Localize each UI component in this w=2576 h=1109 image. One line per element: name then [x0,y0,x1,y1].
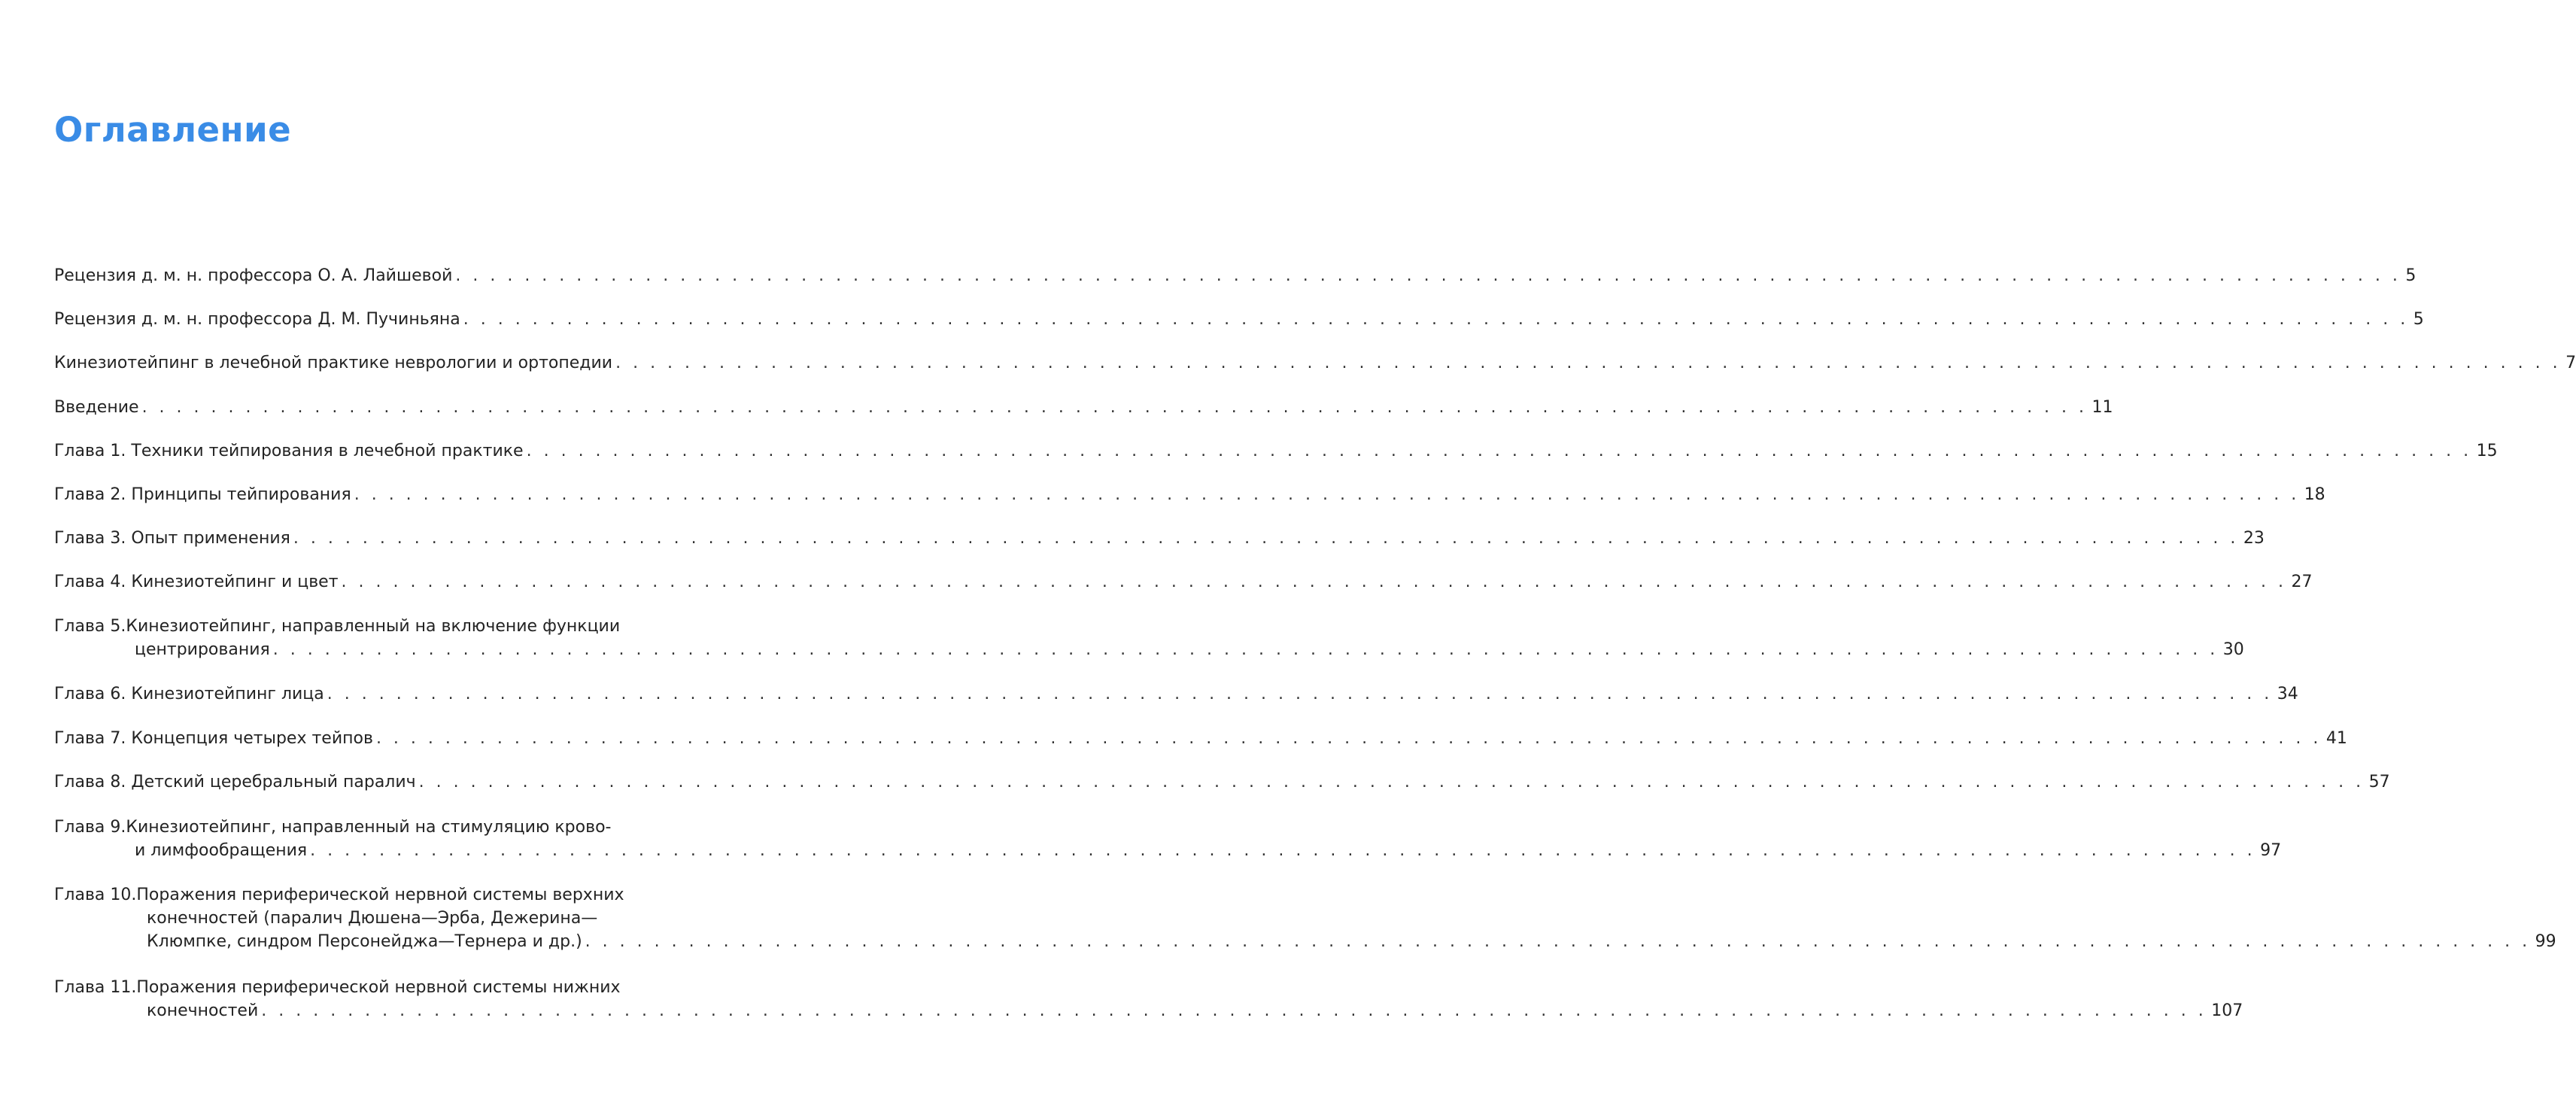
toc-entry-title-line3: Клюмпке, синдром Персонейджа—Тернера и др.) [147,932,582,951]
dot-leader [585,930,2531,953]
toc-page-number: 41 [2325,729,2347,748]
toc-page-number: 107 [2211,1001,2243,1020]
toc-entry-title: Глава 8. Детский церебральный паралич [54,773,416,791]
toc-page-number: 7 [2565,354,2576,372]
dot-leader [327,682,2273,706]
toc-entry-chapter-3[interactable] [54,527,2265,550]
toc-entry-title-line2: центрирования [135,640,270,659]
chapter-prefix: Глава 5. [54,617,126,636]
toc-entry-title-line1: Поражения периферической нервной системы верхних [136,886,624,904]
dot-leader [419,770,2365,794]
dot-leader [342,570,2287,594]
toc-entry-chapter-8[interactable] [54,770,2390,794]
toc-page-number: 97 [2260,841,2282,860]
toc-entry-chapter-5[interactable] [54,615,2244,661]
page-title: Оглавление [54,110,292,150]
toc-entry-title-line1: Кинезиотейпинг, направленный на включение функции [126,617,621,636]
toc-page-number: 57 [2368,773,2390,791]
dot-leader [261,999,2207,1022]
toc-entry-title: Глава 3. Опыт применения [54,529,290,548]
toc-entry-chapter-11[interactable] [54,976,2243,1022]
toc-page-number: 5 [2413,310,2424,329]
toc-page-number: 30 [2222,640,2244,659]
toc-entry-title: Глава 4. Кинезиотейпинг и цвет [54,573,339,591]
dot-leader [142,396,2088,419]
toc-entry-title-line2: конечностей [147,1001,259,1020]
toc-entry-title: Глава 1. Техники тейпирования в лечебной практике [54,442,524,460]
toc-entry-review-puchinyan[interactable] [54,308,2424,331]
toc-page-number: 34 [2277,685,2298,703]
toc-entry-chapter-7[interactable] [54,727,2347,750]
toc-entry-chapter-9[interactable] [54,816,2282,862]
toc-page-number: 27 [2291,573,2313,591]
toc-entry-title: Глава 2. Принципы тейпирования [54,485,351,504]
toc-entry-chapter-4[interactable] [54,570,2313,594]
toc-entry-title-line2: и лимфообращения [135,841,308,860]
dot-leader [527,439,2472,463]
dot-leader [293,527,2239,550]
dot-leader [376,727,2322,750]
toc-page-number: 23 [2243,529,2265,548]
chapter-prefix: Глава 10. [54,886,137,904]
dot-leader [615,351,2561,375]
toc-entry-chapter-1[interactable] [54,439,2498,463]
chapter-prefix: Глава 9. [54,818,126,837]
dot-leader [455,264,2401,287]
toc-entry-title: Рецензия д. м. н. профессора Д. М. Пучиньяна [54,310,460,329]
toc-page-number: 5 [2405,266,2417,285]
table-of-contents [54,0,2576,1109]
toc-entry-title: Глава 7. Концепция четырех тейпов [54,729,373,748]
toc-entry-title: Кинезиотейпинг в лечебной практике неврологии и ортопедии [54,354,613,372]
toc-entry-chapter-10[interactable] [54,883,2556,953]
toc-entry-chapter-2[interactable] [54,483,2325,506]
toc-entry-title: Введение [54,398,139,417]
toc-entry-chapter-6[interactable] [54,682,2298,706]
toc-page-number: 11 [2091,398,2113,417]
toc-entry-introduction[interactable] [54,396,2113,419]
dot-leader [273,638,2219,661]
toc-page-number: 15 [2476,442,2498,460]
toc-entry-title: Рецензия д. м. н. профессора О. А. Лайшевой [54,266,453,285]
dot-leader [463,308,2409,331]
chapter-prefix: Глава 11. [54,978,137,997]
toc-entry-review-laisheva[interactable] [54,264,2417,287]
toc-entry-kinesiotaping-practice[interactable] [54,351,2576,375]
toc-entry-title-line1: Поражения периферической нервной системы нижних [136,978,621,997]
dot-leader [354,483,2300,506]
toc-entry-title-line1: Кинезиотейпинг, направленный на стимуляцию крово- [126,818,612,837]
dot-leader [310,839,2256,862]
toc-page-number: 18 [2304,485,2325,504]
toc-entry-title-line2: конечностей (паралич Дюшена—Эрба, Дежерина— [147,909,598,928]
toc-page-number: 99 [2535,932,2556,951]
toc-entry-title: Глава 6. Кинезиотейпинг лица [54,685,324,703]
